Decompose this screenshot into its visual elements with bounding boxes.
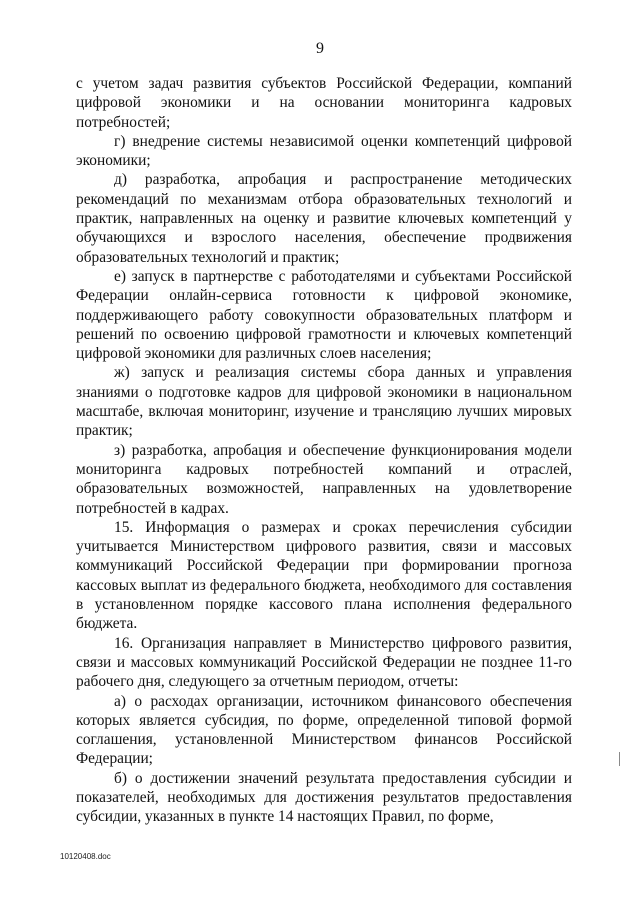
margin-mark bbox=[619, 752, 620, 766]
document-body bbox=[76, 74, 572, 827]
paragraph-16: 16. Организация направляет в Министерство цифрового развития, связи и массовых коммуникаций Российской Федерации не позднее 11-го рабочего дня, следующего за отчетным периодом, отчеты: bbox=[76, 634, 572, 691]
paragraph-16-item-a: а) о расходах организации, источником финансового обеспечения которых является субсидия, по форме, определенной типовой формой соглашения, установленной Министерством финансов Российской Федерации; bbox=[76, 692, 572, 768]
paragraph-continuation: с учетом задач развития субъектов Российской Федерации, компаний цифровой экономики и на основании мониторинга кадровых потребностей; bbox=[76, 75, 572, 131]
paragraph-item-zh: ж) запуск и реализация системы сбора данных и управления знаниями о подготовке кадров для цифровой экономики в национальном масштабе, включая мониторинг, изучение и трансляцию лучших мировых практик; bbox=[76, 364, 572, 440]
footer-file-code: 10120408.doc bbox=[60, 852, 111, 861]
paragraph-item-z: з) разработка, апробация и обеспечение функционирования модели мониторинга кадровых потребностей компаний и отраслей, образовательных возможностей, направленных на удовлетворение потребностей в кадрах. bbox=[76, 441, 572, 517]
paragraph-item-g: г) внедрение системы независимой оценки компетенций цифровой экономики; bbox=[76, 132, 572, 170]
paragraph-16-item-b: б) о достижении значений результата предоставления субсидии и показателей, необходимых для достижения результатов предоставления субсидии, указанных в пункте 14 настоящих Правил, по форме, bbox=[76, 769, 572, 826]
paragraph-item-e: е) запуск в партнерстве с работодателями и субъектами Российской Федерации онлайн-сервиса готовности к цифровой экономике, поддерживающего работу совокупности образовательных платформ и решений по освоению цифровой грамотности и ключевых компетенций цифровой экономики для различных слоев населения; bbox=[76, 267, 572, 363]
paragraph-15: 15. Информация о размерах и сроках перечисления субсидии учитывается Министерством цифрового развития, связи и массовых коммуникаций Российской Федерации при формировании прогноза кассовых выплат из федерального бюджета, необходимого для составления в установленном порядке кассового плана исполнения федерального бюджета. bbox=[76, 518, 572, 633]
page-number: 9 bbox=[316, 40, 324, 57]
paragraph-item-d: д) разработка, апробация и распространение методических рекомендаций по механизмам отбора образовательных технологий и практик, направленных на оценку и развитие ключевых компетенций у обучающихся и взрослого населения, обеспечение продвижения образовательных технологий и практик; bbox=[76, 171, 572, 266]
